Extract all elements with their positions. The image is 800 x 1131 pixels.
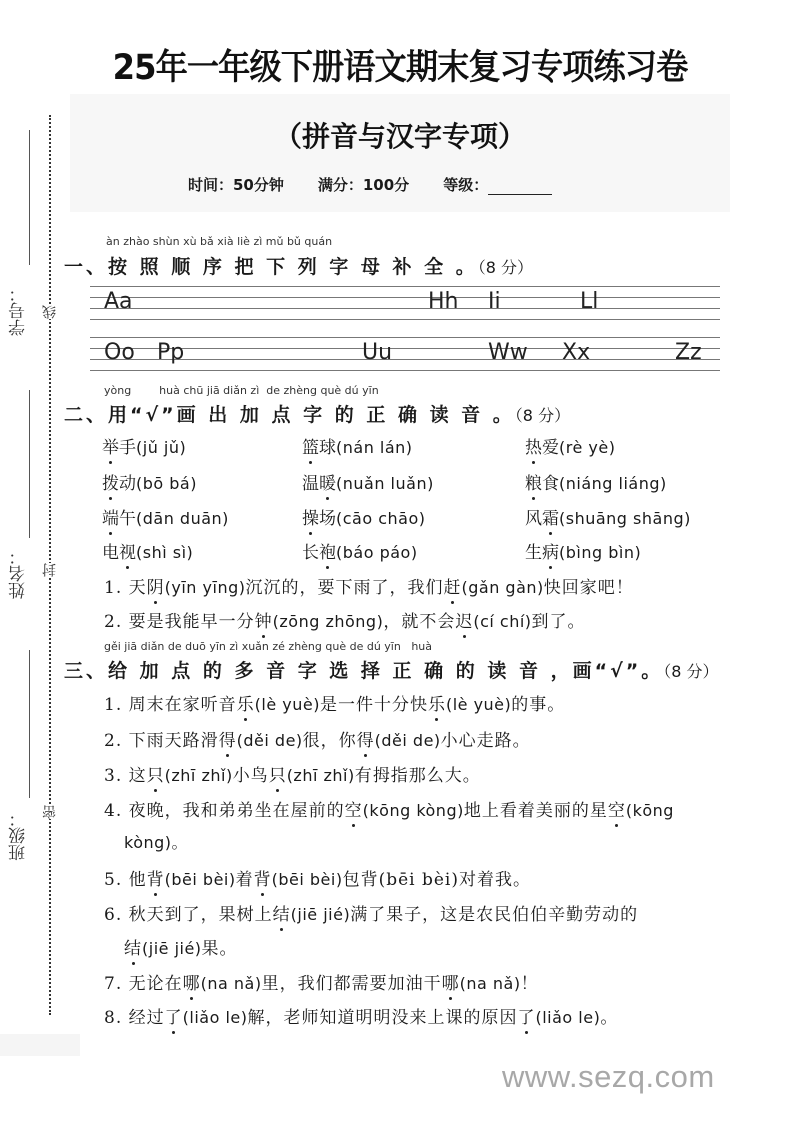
sentence-item: 2. 要是我能早一分钟(zōng zhōng)，就不会迟(cí chí)到了。	[104, 612, 586, 632]
choice-item: 粮食(niáng liáng)	[525, 474, 667, 494]
sentence-continuation: 结(jiē jié)果。	[124, 939, 238, 959]
pinyin-options[interactable]: (lè yuè)	[254, 695, 320, 714]
section3-title-text: 三、给 加 点 的 多 音 字 选 择 正 确 的 读 音 ，画“√”。	[64, 660, 664, 682]
pinyin-options[interactable]: (kōng	[625, 801, 674, 820]
pinyin-options[interactable]: (na nǎ)	[459, 974, 521, 993]
grade-field	[443, 174, 552, 196]
sentence-item: 1. 周末在家听音乐(lè yuè)是一件十分快乐(lè yuè)的事。	[104, 695, 566, 715]
pinyin-options[interactable]: (bēi bèi)	[271, 870, 343, 889]
choice-item: 风霜(shuāng shāng)	[525, 509, 691, 529]
cut-mark-secret: 密	[42, 805, 58, 819]
pinyin-options[interactable]: (kōng kòng)	[362, 801, 464, 820]
sentence-item: 7. 无论在哪(na nǎ)里，我们都需要加油干哪(na nǎ)！	[104, 974, 539, 994]
pinyin-options[interactable]: (jiē jié)	[142, 939, 202, 958]
sentence-item: 2. 下雨天路滑得(děi de)很，你得(děi de)小心走路。	[104, 731, 531, 751]
choice-item: 长袍(báo páo)	[302, 543, 418, 563]
name-label: 姓名：	[9, 548, 29, 599]
letter-Ww: Ww	[488, 340, 528, 365]
student-id-label: 学号：	[9, 285, 29, 336]
pinyin-options[interactable]: (liǎo le)	[182, 1008, 248, 1027]
sentence-continuation	[124, 830, 188, 853]
pinyin-options[interactable]: (bēi bèi)	[164, 870, 236, 889]
pinyin-options[interactable]: (shì sì)	[136, 543, 194, 562]
letter-Ii: Ii	[488, 289, 501, 314]
letter-Pp: Pp	[157, 340, 185, 365]
section1-score: （8 分）	[477, 258, 534, 277]
class-blank[interactable]	[29, 650, 30, 798]
letter-Ll: Ll	[580, 289, 599, 314]
sentence-item: 1. 天阴(yīn yīng)沉沉的，要下雨了，我们赶(gǎn gàn)快回家吧！	[104, 578, 634, 598]
sentence-item: 4. 夜晚，我和弟弟坐在屋前的空(kōng kòng)地上看着美丽的星空(kōng	[104, 801, 674, 821]
section1-pinyin: àn zhào shùn xù bǎ xià liè zì mǔ bǔ quán	[106, 235, 333, 248]
pinyin-options[interactable]: (nán lán)	[336, 438, 413, 457]
letter-Zz: Zz	[675, 340, 702, 365]
sentence-item: 6. 秋天到了，果树上结(jiē jié)满了果子，这是农民伯伯辛勤劳动的	[104, 905, 639, 925]
pinyin-options[interactable]: (zōng zhōng)	[272, 612, 384, 631]
footer-band	[0, 1034, 80, 1056]
pinyin-options[interactable]: (shuāng shāng)	[559, 509, 691, 528]
grade-label: 等级：	[443, 176, 489, 194]
pinyin-options[interactable]: (bō bá)	[136, 474, 197, 493]
grade-blank[interactable]	[488, 179, 552, 195]
score-label: 满分：100分	[317, 176, 410, 194]
sentence-item: 3. 这只(zhī zhǐ)小鸟只(zhī zhǐ)有拇指那么大。	[104, 766, 481, 786]
section3-score: （8 分）	[663, 662, 719, 681]
letter-Xx: Xx	[562, 340, 591, 365]
alphabet-grid-row-1	[90, 286, 720, 332]
choice-item: 温暖(nuǎn luǎn)	[302, 474, 434, 494]
page-title: 25年一年级下册语文期末复习专项练习卷	[112, 48, 688, 88]
pinyin-options[interactable]: (zhī zhǐ)	[286, 766, 355, 785]
pinyin-options[interactable]: (gǎn gàn)	[461, 578, 544, 597]
choice-item: 篮球(nán lán)	[302, 438, 413, 458]
name-blank[interactable]	[29, 390, 30, 538]
student-id-blank[interactable]	[29, 130, 30, 265]
exam-meta	[188, 174, 552, 196]
pinyin-options[interactable]: (dān duān)	[136, 509, 229, 528]
choice-item: 拨动(bō bá)	[102, 474, 197, 494]
section1-title-text: 一、按 照 顺 序 把 下 列 字 母 补 全 。	[64, 256, 478, 278]
pinyin-options[interactable]: (jǔ jǔ)	[136, 438, 187, 457]
choice-item: 电视(shì sì)	[102, 543, 194, 563]
cut-mark-seal: 封	[42, 563, 58, 577]
pinyin-options[interactable]: (bìng bìn)	[559, 543, 642, 562]
section2-title-text: 二、用“√”画 出 加 点 字 的 正 确 读 音 。	[64, 404, 515, 426]
pinyin-options[interactable]: (děi de)	[236, 731, 303, 750]
choice-item: 端午(dān duān)	[102, 509, 229, 529]
choice-item: 举手(jǔ jǔ)	[102, 438, 187, 458]
section2-score: （8 分）	[514, 406, 571, 425]
alphabet-grid-row-2	[90, 337, 720, 383]
letter-Hh: Hh	[428, 289, 459, 314]
letter-Aa: Aa	[104, 289, 133, 314]
sentence-item: 8. 经过了(liǎo le)解，老师知道明明没来上课的原因了(liǎo le)。	[104, 1008, 619, 1028]
section1-title	[64, 252, 533, 279]
watermark: www.sezq.com	[502, 1059, 715, 1094]
pinyin-options[interactable]: (rè yè)	[559, 438, 616, 457]
pinyin-options[interactable]: (cí chí)	[473, 612, 532, 631]
pinyin-options[interactable]: (zhī zhǐ)	[164, 766, 233, 785]
pinyin-options[interactable]: (jiē jié)	[290, 905, 351, 924]
pinyin-options[interactable]: (báo páo)	[336, 543, 418, 562]
section2-title	[64, 400, 570, 427]
pinyin-options[interactable]: (niáng liáng)	[559, 474, 667, 493]
pinyin-options[interactable]: kòng)。	[124, 833, 189, 852]
pinyin-options[interactable]: (na nǎ)	[200, 974, 262, 993]
page-subtitle: （拼音与汉字专项）	[273, 120, 526, 153]
section3-title	[64, 656, 719, 683]
section3-pinyin: gěi jiā diǎn de duō yīn zì xuǎn zé zhèng què de dú yīn huà	[104, 640, 433, 653]
letter-Uu: Uu	[362, 340, 393, 365]
choice-item: 热爱(rè yè)	[525, 438, 616, 458]
pinyin-options[interactable]: (nuǎn luǎn)	[336, 474, 434, 493]
class-label: 班级：	[9, 810, 29, 861]
pinyin-options[interactable]: (liǎo le)	[535, 1008, 601, 1027]
section2-pinyin: yòng huà chū jiā diǎn zì de zhèng què dú yīn	[104, 384, 379, 397]
time-label: 时间：50分钟	[188, 176, 284, 194]
pinyin-options[interactable]: (yīn yīng)	[164, 578, 246, 597]
pinyin-options[interactable]: (cāo chāo)	[336, 509, 426, 528]
letter-Oo: Oo	[104, 340, 135, 365]
choice-item: 生病(bìng bìn)	[525, 543, 642, 563]
choice-item: 操场(cāo chāo)	[302, 509, 426, 529]
pinyin-options[interactable]: (děi de)	[374, 731, 441, 750]
sentence-item: 5. 他背(bēi bèi)着背(bēi bèi)包背(bēi bèi)对着我。	[104, 870, 532, 890]
cut-mark-line: 线	[42, 305, 58, 319]
pinyin-options[interactable]: (lè yuè)	[445, 695, 512, 714]
